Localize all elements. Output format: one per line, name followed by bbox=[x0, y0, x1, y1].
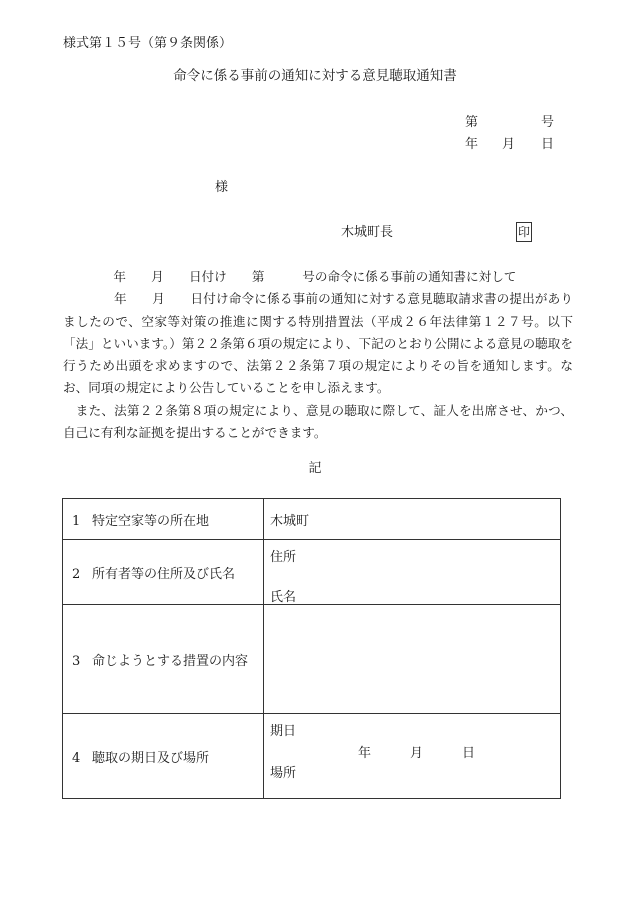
issuer-name: 木城町長 bbox=[341, 225, 394, 240]
date-day: 日 bbox=[541, 137, 555, 152]
document-title: 命令に係る事前の通知に対する意見聴取通知書 bbox=[173, 68, 457, 84]
date-year: 年 bbox=[465, 137, 479, 152]
row-label bbox=[63, 540, 264, 605]
row-label-text: 聴取の期日及び場所 bbox=[92, 750, 210, 766]
hearing-date-value: 年 月 日 bbox=[358, 746, 476, 761]
date-month: 月 bbox=[502, 137, 516, 152]
measure-content-value bbox=[264, 605, 561, 714]
hearing-place-label: 場所 bbox=[270, 766, 297, 781]
addressee-honorific: 様 bbox=[215, 180, 229, 195]
seal-mark: 印 bbox=[516, 222, 532, 242]
ki-heading: 記 bbox=[308, 461, 322, 476]
row-label-text: 特定空家等の所在地 bbox=[92, 513, 210, 529]
row-label-text: 所有者等の住所及び氏名 bbox=[92, 566, 236, 582]
table-row bbox=[63, 714, 561, 799]
row-label bbox=[63, 605, 264, 714]
form-number: 様式第１５号（第９条関係） bbox=[63, 36, 233, 51]
row-label bbox=[63, 714, 264, 799]
doc-number-gou: 号 bbox=[541, 115, 555, 130]
table-row bbox=[63, 499, 561, 540]
reference-line: 年 月 日付け 第 号の命令に係る事前の通知書に対して bbox=[63, 269, 517, 284]
row-number: 3 bbox=[72, 653, 81, 669]
notice-body bbox=[63, 266, 573, 444]
details-table bbox=[62, 498, 561, 799]
table-row bbox=[63, 540, 561, 605]
row-number: 1 bbox=[72, 513, 81, 529]
address-label: 住所 bbox=[270, 550, 297, 565]
hearing-cell bbox=[264, 714, 561, 799]
hearing-date-label: 期日 bbox=[270, 724, 297, 739]
body-paragraph-2: また、法第２２条第８項の規定により、意見の聴取に際して、証人を出席させ、かつ、自己に有利な証拠を提出することができます。 bbox=[63, 402, 573, 441]
row-number: 2 bbox=[72, 566, 81, 582]
doc-number-dai: 第 bbox=[465, 115, 479, 130]
owner-cell bbox=[264, 540, 561, 605]
row-label bbox=[63, 499, 264, 540]
table-row bbox=[63, 605, 561, 714]
row-number: 4 bbox=[72, 750, 81, 766]
row-label-text: 命じようとする措置の内容 bbox=[92, 653, 249, 669]
location-value: 木城町 bbox=[264, 499, 561, 540]
body-paragraph-1: 年 月 日付け命令に係る事前の通知に対する意見聴取請求書の提出がありましたので、空家等対策の推進に関する特別措置法（平成２６年法律第１２７号。以下「法」といいます。）第２２条第６項の規定により、下記のとおり公開による意見の聴取を行うため出頭を求めますので、法第２２条第７項の規定によりその旨を通知します。なお、同項の規定により公告していることを申し添えます。 bbox=[63, 291, 573, 396]
name-label: 氏名 bbox=[270, 590, 297, 605]
